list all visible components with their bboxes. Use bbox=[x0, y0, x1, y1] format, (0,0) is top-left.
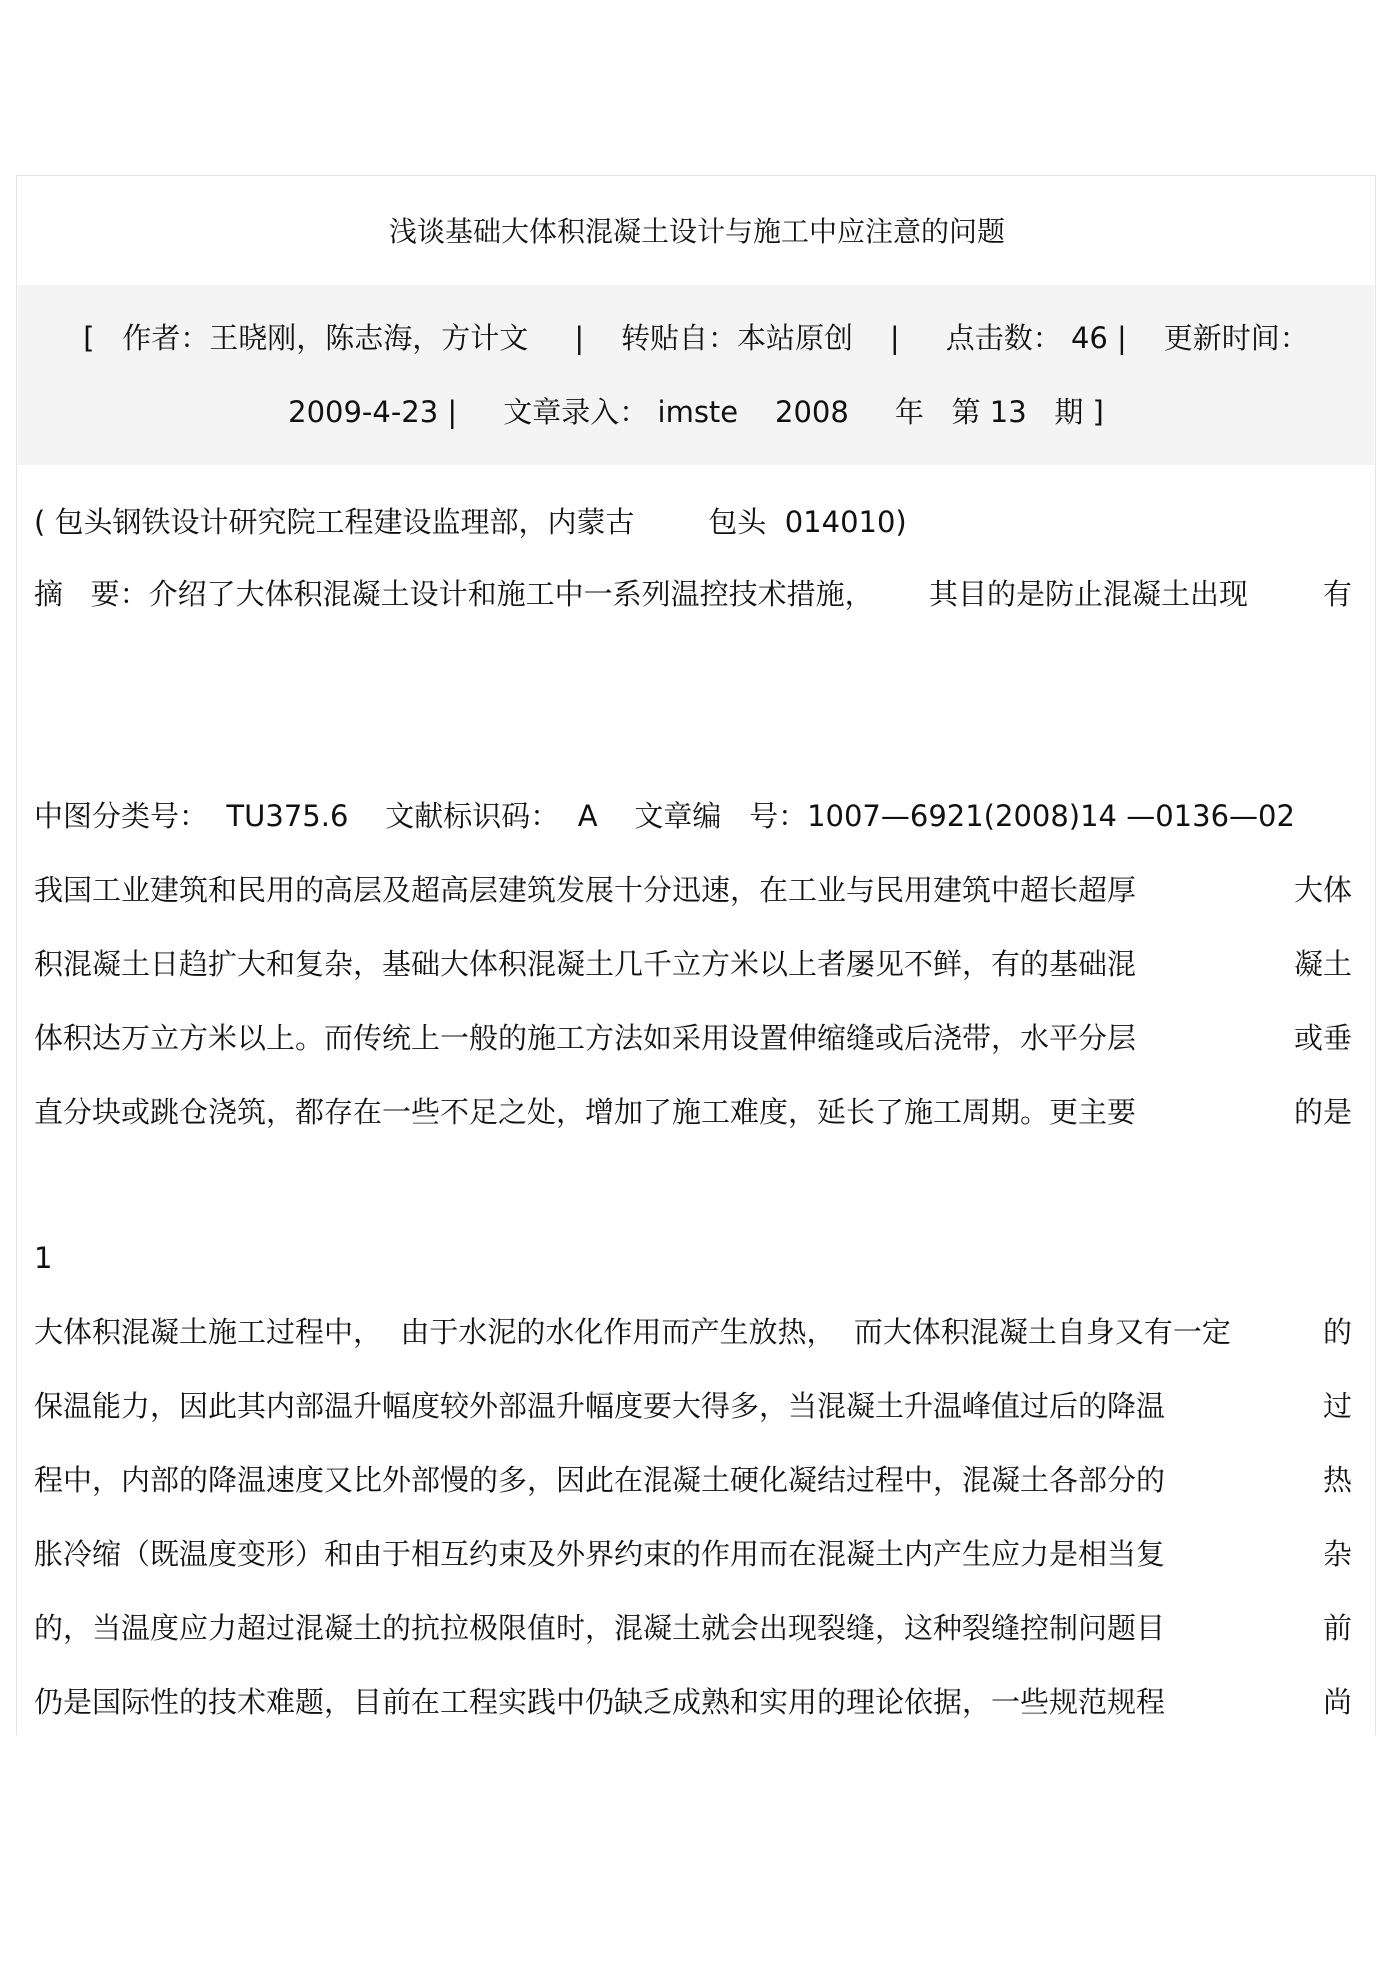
paragraph-line-tail: 过 bbox=[1322, 1389, 1352, 1423]
paragraph-line-tail: 杂 bbox=[1322, 1537, 1352, 1571]
paragraph-line: 仍是国际性的技术难题，目前在工程实践中仍缺乏成熟和实用的理论依据，一些规范规程 bbox=[34, 1685, 1166, 1719]
paragraph-line-tail: 的 bbox=[1322, 1315, 1352, 1349]
paragraph-line: 直分块或跳仓浇筑，都存在一些不足之处，增加了施工难度，延长了施工周期。更主要 bbox=[34, 1095, 1137, 1129]
paragraph-line-tail: 热 bbox=[1322, 1463, 1352, 1497]
paragraph-line: 大体积混凝土施工过程中， 由于水泥的水化作用而产生放热， 而大体积混凝土自身又有一定 bbox=[34, 1315, 1231, 1349]
paragraph-line-tail: 的是 bbox=[1293, 1095, 1352, 1129]
paragraph-line-tail: 大体 bbox=[1293, 873, 1352, 907]
abstract-text: 摘 要：介绍了大体积混凝土设计和施工中一系列温控技术措施， 其目的是防止混凝土出现 bbox=[34, 577, 1248, 611]
paragraph-line-tail: 凝土 bbox=[1293, 947, 1352, 981]
abstract-tail: 有 bbox=[1322, 577, 1352, 611]
article-meta-line-2: 2009-4-23 | 文章录入： imste 2008 年 第 13 期 ] bbox=[288, 395, 1104, 429]
article-meta-band bbox=[18, 285, 1374, 465]
paragraph-line: 的，当温度应力超过混凝土的抗拉极限值时，混凝土就会出现裂缝，这种裂缝控制问题目 bbox=[34, 1611, 1166, 1645]
paragraph-line-tail: 尚 bbox=[1322, 1685, 1352, 1719]
paragraph-line: 胀冷缩（既温度变形）和由于相互约束及外界约束的作用而在混凝土内产生应力是相当复 bbox=[34, 1537, 1166, 1571]
paragraph-line-tail: 或垂 bbox=[1293, 1021, 1352, 1055]
paragraph-line: 体积达万立方米以上。而传统上一般的施工方法如采用设置伸缩缝或后浇带，水平分层 bbox=[34, 1021, 1137, 1055]
affiliation: ( 包头钢铁设计研究院工程建设监理部，内蒙古 包头 014010) bbox=[34, 505, 907, 539]
paragraph-line: 程中，内部的降温速度又比外部慢的多，因此在混凝土硬化凝结过程中，混凝土各部分的 bbox=[34, 1463, 1166, 1497]
article-title: 浅谈基础大体积混凝土设计与施工中应注意的问题 bbox=[388, 215, 1005, 248]
classification-line: 中图分类号： TU375.6 文献标识码： A 文章编 号：1007—6921(2008)14 —0136—02 bbox=[34, 799, 1295, 833]
paragraph-line: 保温能力，因此其内部温升幅度较外部温升幅度要大得多，当混凝土升温峰值过后的降温 bbox=[34, 1389, 1166, 1423]
paragraph-line-tail: 前 bbox=[1322, 1611, 1352, 1645]
paragraph-line: 积混凝土日趋扩大和复杂，基础大体积混凝土几千立方米以上者屡见不鲜，有的基础混 bbox=[34, 947, 1137, 981]
section-number: 1 bbox=[34, 1241, 53, 1275]
paragraph-line: 我国工业建筑和民用的高层及超高层建筑发展十分迅速，在工业与民用建筑中超长超厚 bbox=[34, 873, 1137, 907]
article-meta-line-1: [ 作者：王晓刚，陈志海，方计文 | 转贴自：本站原创 | 点击数： 46 | 更新时间： bbox=[83, 321, 1309, 355]
